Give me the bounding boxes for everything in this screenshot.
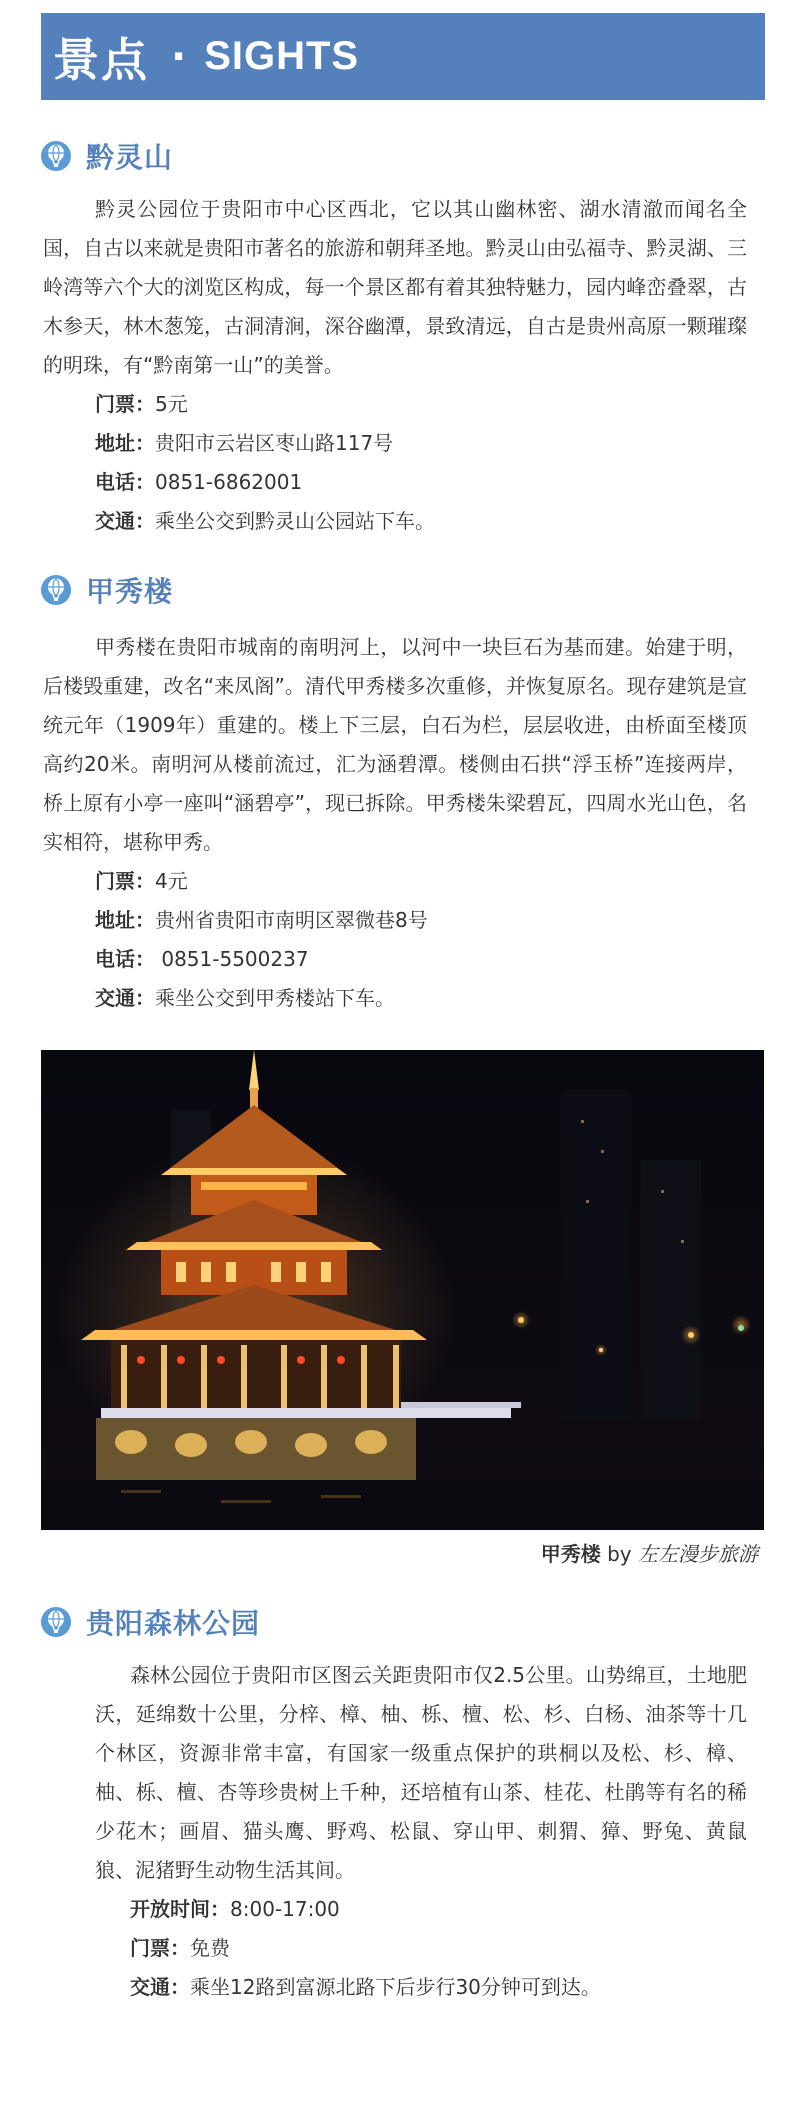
info-phone: 电话： 0851-5500237 — [95, 947, 309, 971]
section-info-list — [130, 1890, 601, 2007]
info-address: 地址：贵阳市云岩区枣山路117号 — [95, 431, 394, 455]
section-title: 贵阳森林公园 — [86, 1607, 261, 1640]
caption-place: 甲秀楼 — [540, 1542, 601, 1566]
info-ticket: 门票：免费 — [130, 1936, 230, 1960]
banner-title-en: SIGHTS — [204, 34, 360, 78]
banner-separator: · — [171, 33, 187, 80]
photo-caption — [541, 1538, 758, 1567]
info-transport: 交通：乘坐公交到甲秀楼站下车。 — [95, 986, 395, 1010]
section-info-list — [95, 385, 435, 541]
info-transport: 交通：乘坐12路到富源北路下后步行30分钟可到达。 — [130, 1975, 601, 1999]
section-info-list — [95, 862, 428, 1018]
section-forest-park-header — [41, 1602, 260, 1642]
section-description: 森林公园位于贵阳市区图云关距贵阳市仅2.5公里。山势绵亘，土地肥沃，延绵数十公里，分梓、樟、柚、栎、檀、松、杉、白杨、油茶等十几个林区，资源非常丰富，有国家一级重点保护的珙桐以及松、杉、樟、柚、栎、檀、杏等珍贵树上千种，还培植有山茶、桂花、杜鹃等有名的稀少花木；画眉、猫头鹰、野鸡、松鼠、穿山甲、刺猬、獐、野兔、黄鼠狼、泥猪野生动物生活其间。 — [95, 1663, 747, 1882]
section-jiaxiulou-header — [41, 570, 173, 610]
info-hours: 开放时间：8:00-17:00 — [130, 1897, 340, 1921]
section-description: 甲秀楼在贵阳市城南的南明河上，以河中一块巨石为基而建。始建于明，后楼毁重建，改名“来凤阁”。清代甲秀楼多次重修，并恢复原名。现存建筑是宣统元年（1909年）重建的。楼上下三层，白石为栏，层层收进，由桥面至楼顶高约20米。南明河从楼前流过，汇为涵碧潭。楼侧由石拱“浮玉桥”连接两岸，桥上原有小亭一座叫“涵碧亭”，现已拆除。甲秀楼朱梁碧瓦，四周水光山色，名实相符，堪称甲秀。 — [43, 635, 747, 854]
info-address: 地址：贵州省贵阳市南明区翠微巷8号 — [95, 908, 428, 932]
balloon-icon — [41, 141, 71, 171]
caption-by: by — [600, 1542, 638, 1566]
banner-title-cn: 景点 — [53, 32, 149, 87]
section-title: 黔灵山 — [86, 141, 174, 174]
header-banner — [41, 13, 765, 100]
section-description: 黔灵公园位于贵阳市中心区西北，它以其山幽林密、湖水清澈而闻名全国，自古以来就是贵阳市著名的旅游和朝拜圣地。黔灵山由弘福寺、黔灵湖、三岭湾等六个大的浏览区构成，每一个景区都有着其独特魅力，园内峰峦叠翠，古木参天，林木葱笼，古洞清涧，深谷幽潭，景致清远，自古是贵州高原一颗璀璨的明珠，有“黔南第一山”的美誉。 — [43, 197, 747, 377]
balloon-icon — [41, 1607, 71, 1637]
caption-author: 左左漫步旅游 — [638, 1542, 758, 1566]
section-title: 甲秀楼 — [86, 575, 174, 608]
balloon-icon — [41, 575, 71, 605]
info-transport: 交通：乘坐公交到黔灵山公园站下车。 — [95, 509, 435, 533]
info-ticket: 门票：4元 — [95, 869, 188, 893]
jiaxiulou-night-photo — [41, 1050, 764, 1530]
section-qianlingshan-header — [41, 136, 173, 176]
info-ticket: 门票：5元 — [95, 392, 188, 416]
info-phone: 电话：0851-6862001 — [95, 470, 303, 494]
